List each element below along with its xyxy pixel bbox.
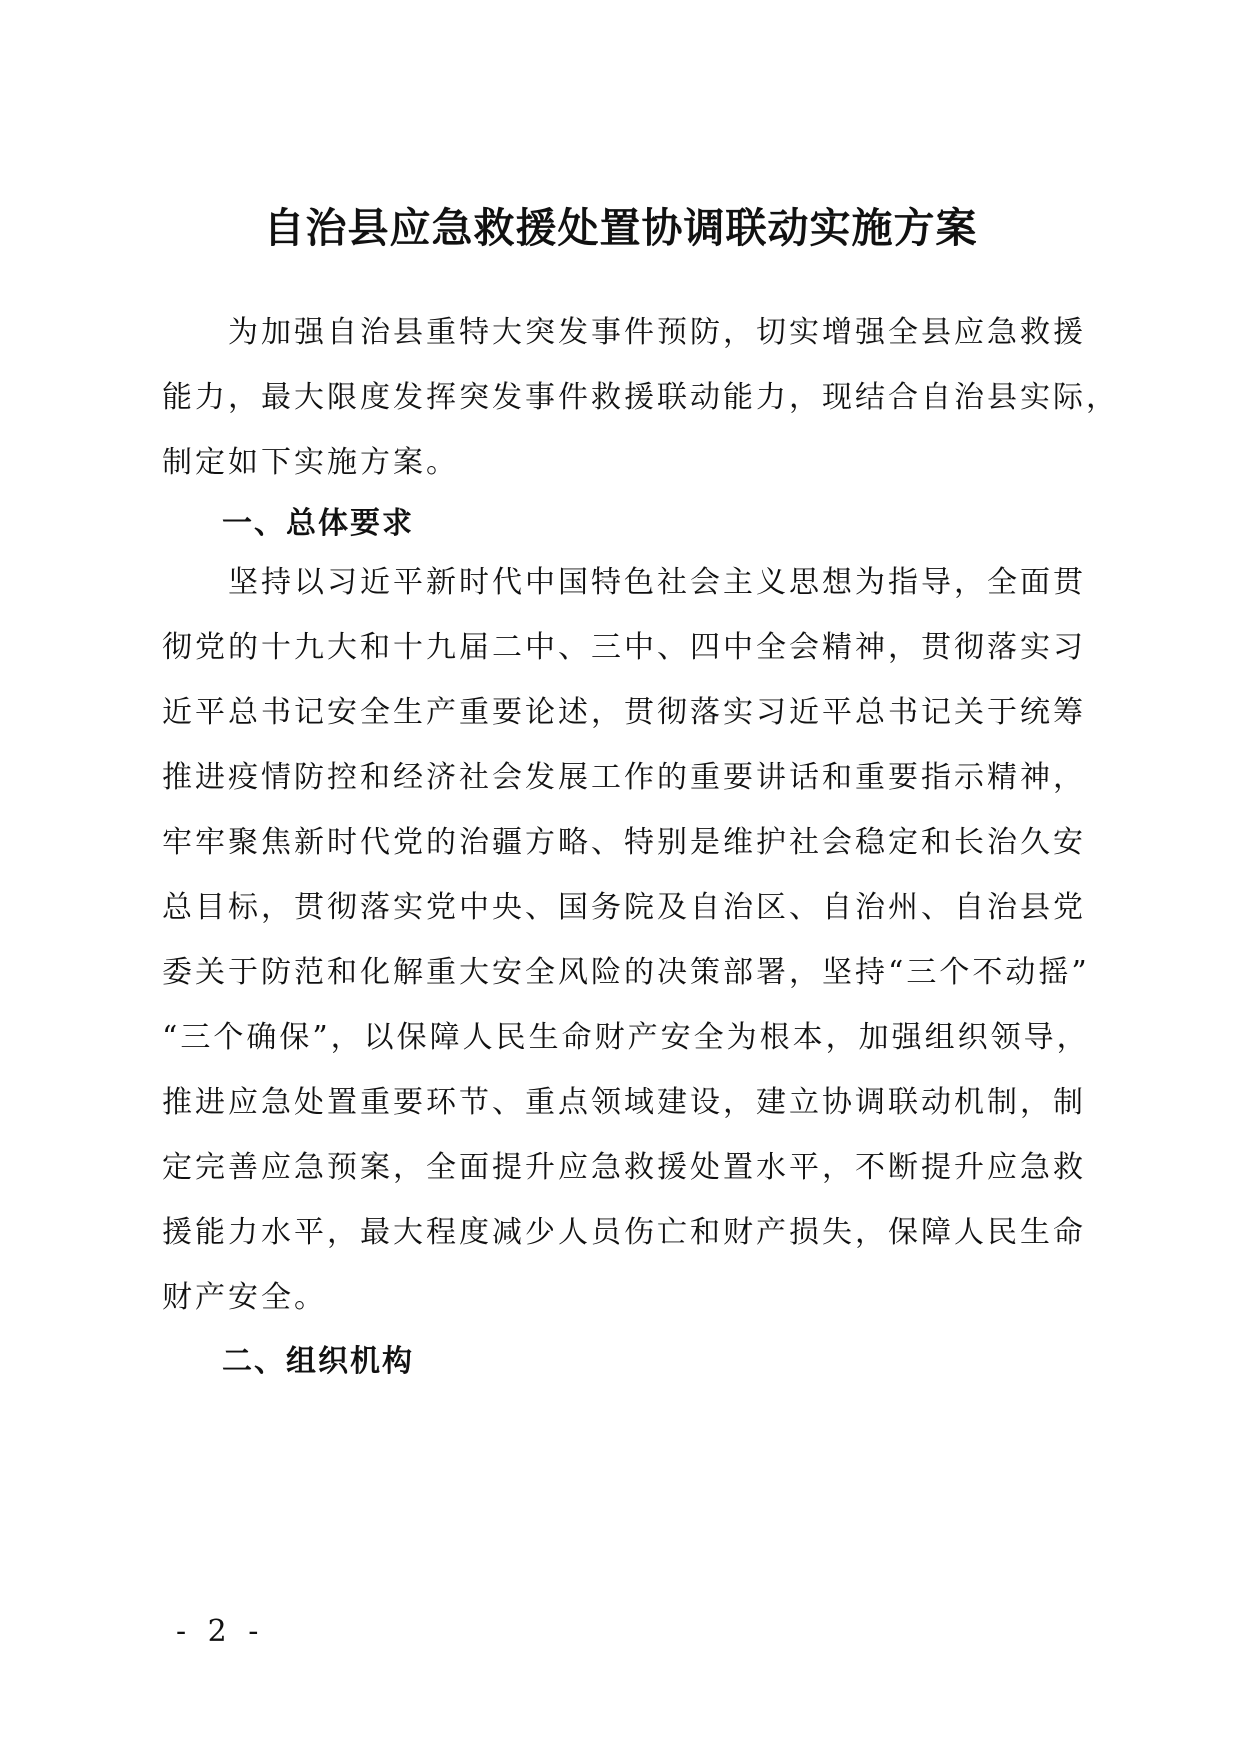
paragraph-line: 坚持以习近平新时代中国特色社会主义思想为指导，全面贯 bbox=[162, 565, 1086, 600]
paragraph-line: 推进应急处置重要环节、重点领域建设，建立协调联动机制，制 bbox=[162, 1085, 1086, 1120]
paragraph-line: 能力，最大限度发挥突发事件救援联动能力，现结合自治县实际， bbox=[162, 380, 1119, 415]
paragraph-line: 彻党的十九大和十九届二中、三中、四中全会精神，贯彻落实习 bbox=[162, 630, 1086, 665]
paragraph-line: 制定如下实施方案。 bbox=[162, 445, 459, 480]
paragraph-line: 定完善应急预案，全面提升应急救援处置水平，不断提升应急救 bbox=[162, 1150, 1086, 1185]
section-heading-general-requirements: 一、总体要求 bbox=[222, 506, 414, 541]
intro-paragraph bbox=[162, 300, 1119, 495]
paragraph-line: “三个确保”，以保障人民生命财产安全为根本，加强组织领导， bbox=[162, 1020, 1090, 1055]
paragraph-line: 为加强自治县重特大突发事件预防，切实增强全县应急救援 bbox=[162, 315, 1086, 350]
section-heading-organization: 二、组织机构 bbox=[222, 1344, 414, 1379]
paragraph-line: 近平总书记安全生产重要论述，贯彻落实习近平总书记关于统筹 bbox=[162, 695, 1086, 730]
paragraph-line: 牢牢聚焦新时代党的治疆方略、特别是维护社会稳定和长治久安 bbox=[162, 825, 1086, 860]
page-number: - 2 - bbox=[176, 1614, 265, 1649]
paragraph-line: 推进疫情防控和经济社会发展工作的重要讲话和重要指示精神， bbox=[162, 760, 1086, 795]
document-title: 自治县应急救援处置协调联动实施方案 bbox=[263, 204, 978, 252]
general-requirements-paragraph bbox=[162, 550, 1090, 1330]
paragraph-line: 财产安全。 bbox=[162, 1280, 327, 1315]
paragraph-line: 总目标，贯彻落实党中央、国务院及自治区、自治州、自治县党 bbox=[162, 890, 1086, 925]
paragraph-line: 委关于防范和化解重大安全风险的决策部署，坚持“三个不动摇” bbox=[162, 955, 1090, 990]
paragraph-line: 援能力水平，最大程度减少人员伤亡和财产损失，保障人民生命 bbox=[162, 1215, 1086, 1250]
